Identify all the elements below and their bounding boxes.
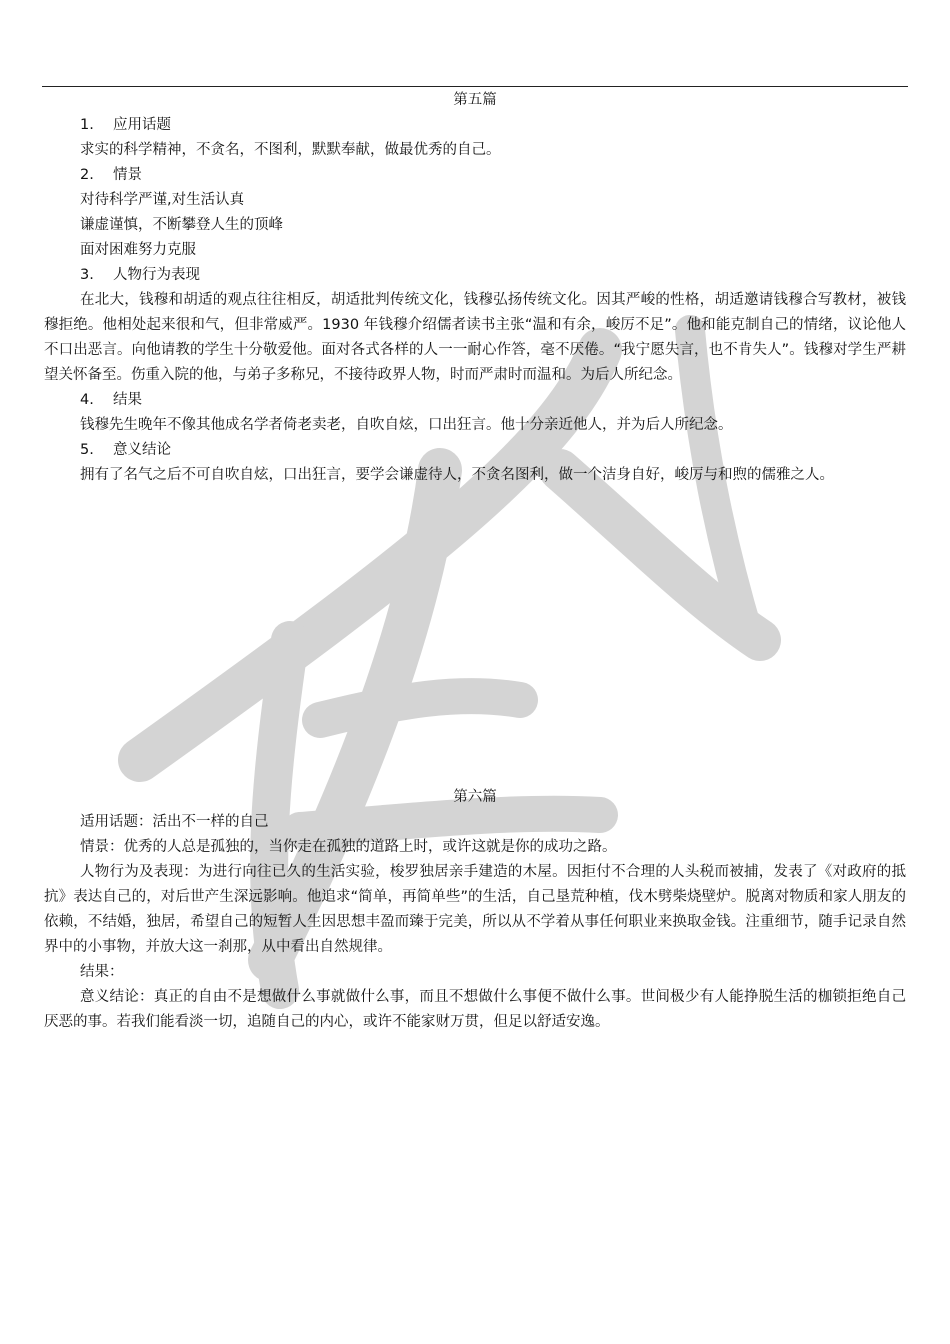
scene-line-3: 面对困难努力克服	[80, 242, 196, 258]
heading-behavior: 3. 人物行为表现	[80, 267, 200, 283]
scene-line-1: 对待科学严谨,对生活认真	[80, 192, 245, 208]
result-text: 结果：	[80, 964, 124, 980]
scene-text: 情景：优秀的人总是孤独的，当你走在孤独的道路上时，或许这就是你的成功之路。	[80, 839, 617, 855]
heading-result: 4. 结果	[80, 392, 142, 408]
behavior-paragraph: 在北大，钱穆和胡适的观点往往相反，胡适批判传统文化，钱穆弘扬传统文化。因其严峻的性格，胡适邀请钱穆合写教材，被钱穆拒绝。他相处起来很和气，但非常威严。1930 年钱穆介绍儒者读书主张“温和有余，峻厉不足”。他和能克制自己的情绪，议论他人不口出恶言。向他请教的学生十分敬爱他。面对各式各样的人一一耐心作答，毫不厌倦。“我宁愿失言，也不肯失人”。钱穆对学生严耕望关怀备至。伤重入院的他，与弟子多称兄，不接待政界人物，时而严肃时而温和。为后人所纪念。	[44, 292, 906, 383]
heading-scene: 2. 情景	[80, 167, 142, 183]
article-6	[44, 785, 906, 1035]
behavior-paragraph: 人物行为及表现：为进行向往已久的生活实验，梭罗独居亲手建造的木屋。因拒付不合理的人头税而被捕，发表了《对政府的抵抗》表达自己的，对后世产生深远影响。他追求“简单，再简单些”的生活，自己垦荒种植，伐木劈柴烧壁炉。脱离对物质和家人朋友的依赖，不结婚，独居，希望自己的短暂人生因思想丰盈而臻于完美，所以从不学着从事任何职业来换取金钱。注重细节，随手记录自然界中的小事物，并放大这一刹那，从中看出自然规律。	[44, 864, 906, 955]
article-6-title: 第六篇	[453, 789, 497, 805]
heading-conclusion: 5. 意义结论	[80, 442, 171, 458]
scene-line-2: 谦虚谨慎，不断攀登人生的顶峰	[80, 217, 283, 233]
conclusion-paragraph: 拥有了名气之后不可自吹自炫，口出狂言，要学会谦虚待人，不贪名图利，做一个洁身自好，峻厉与和煦的儒雅之人。	[80, 467, 834, 483]
header-rule	[42, 86, 908, 87]
topic-text: 求实的科学精神，不贪名，不图利，默默奉献，做最优秀的自己。	[80, 142, 501, 158]
conclusion-paragraph: 意义结论：真正的自由不是想做什么事就做什么事，而且不想做什么事便不做什么事。世间极少有人能挣脱生活的枷锁拒绝自己厌恶的事。若我们能看淡一切，追随自己的内心，或许不能家财万贯，但足以舒适安逸。	[44, 989, 906, 1030]
article-5	[44, 88, 906, 488]
topic-text: 适用话题：活出不一样的自己	[80, 814, 269, 830]
heading-topic: 1. 应用话题	[80, 117, 171, 133]
article-5-title: 第五篇	[453, 92, 497, 108]
result-text: 钱穆先生晚年不像其他成名学者倚老卖老，自吹自炫，口出狂言。他十分亲近他人，并为后人所纪念。	[80, 417, 733, 433]
